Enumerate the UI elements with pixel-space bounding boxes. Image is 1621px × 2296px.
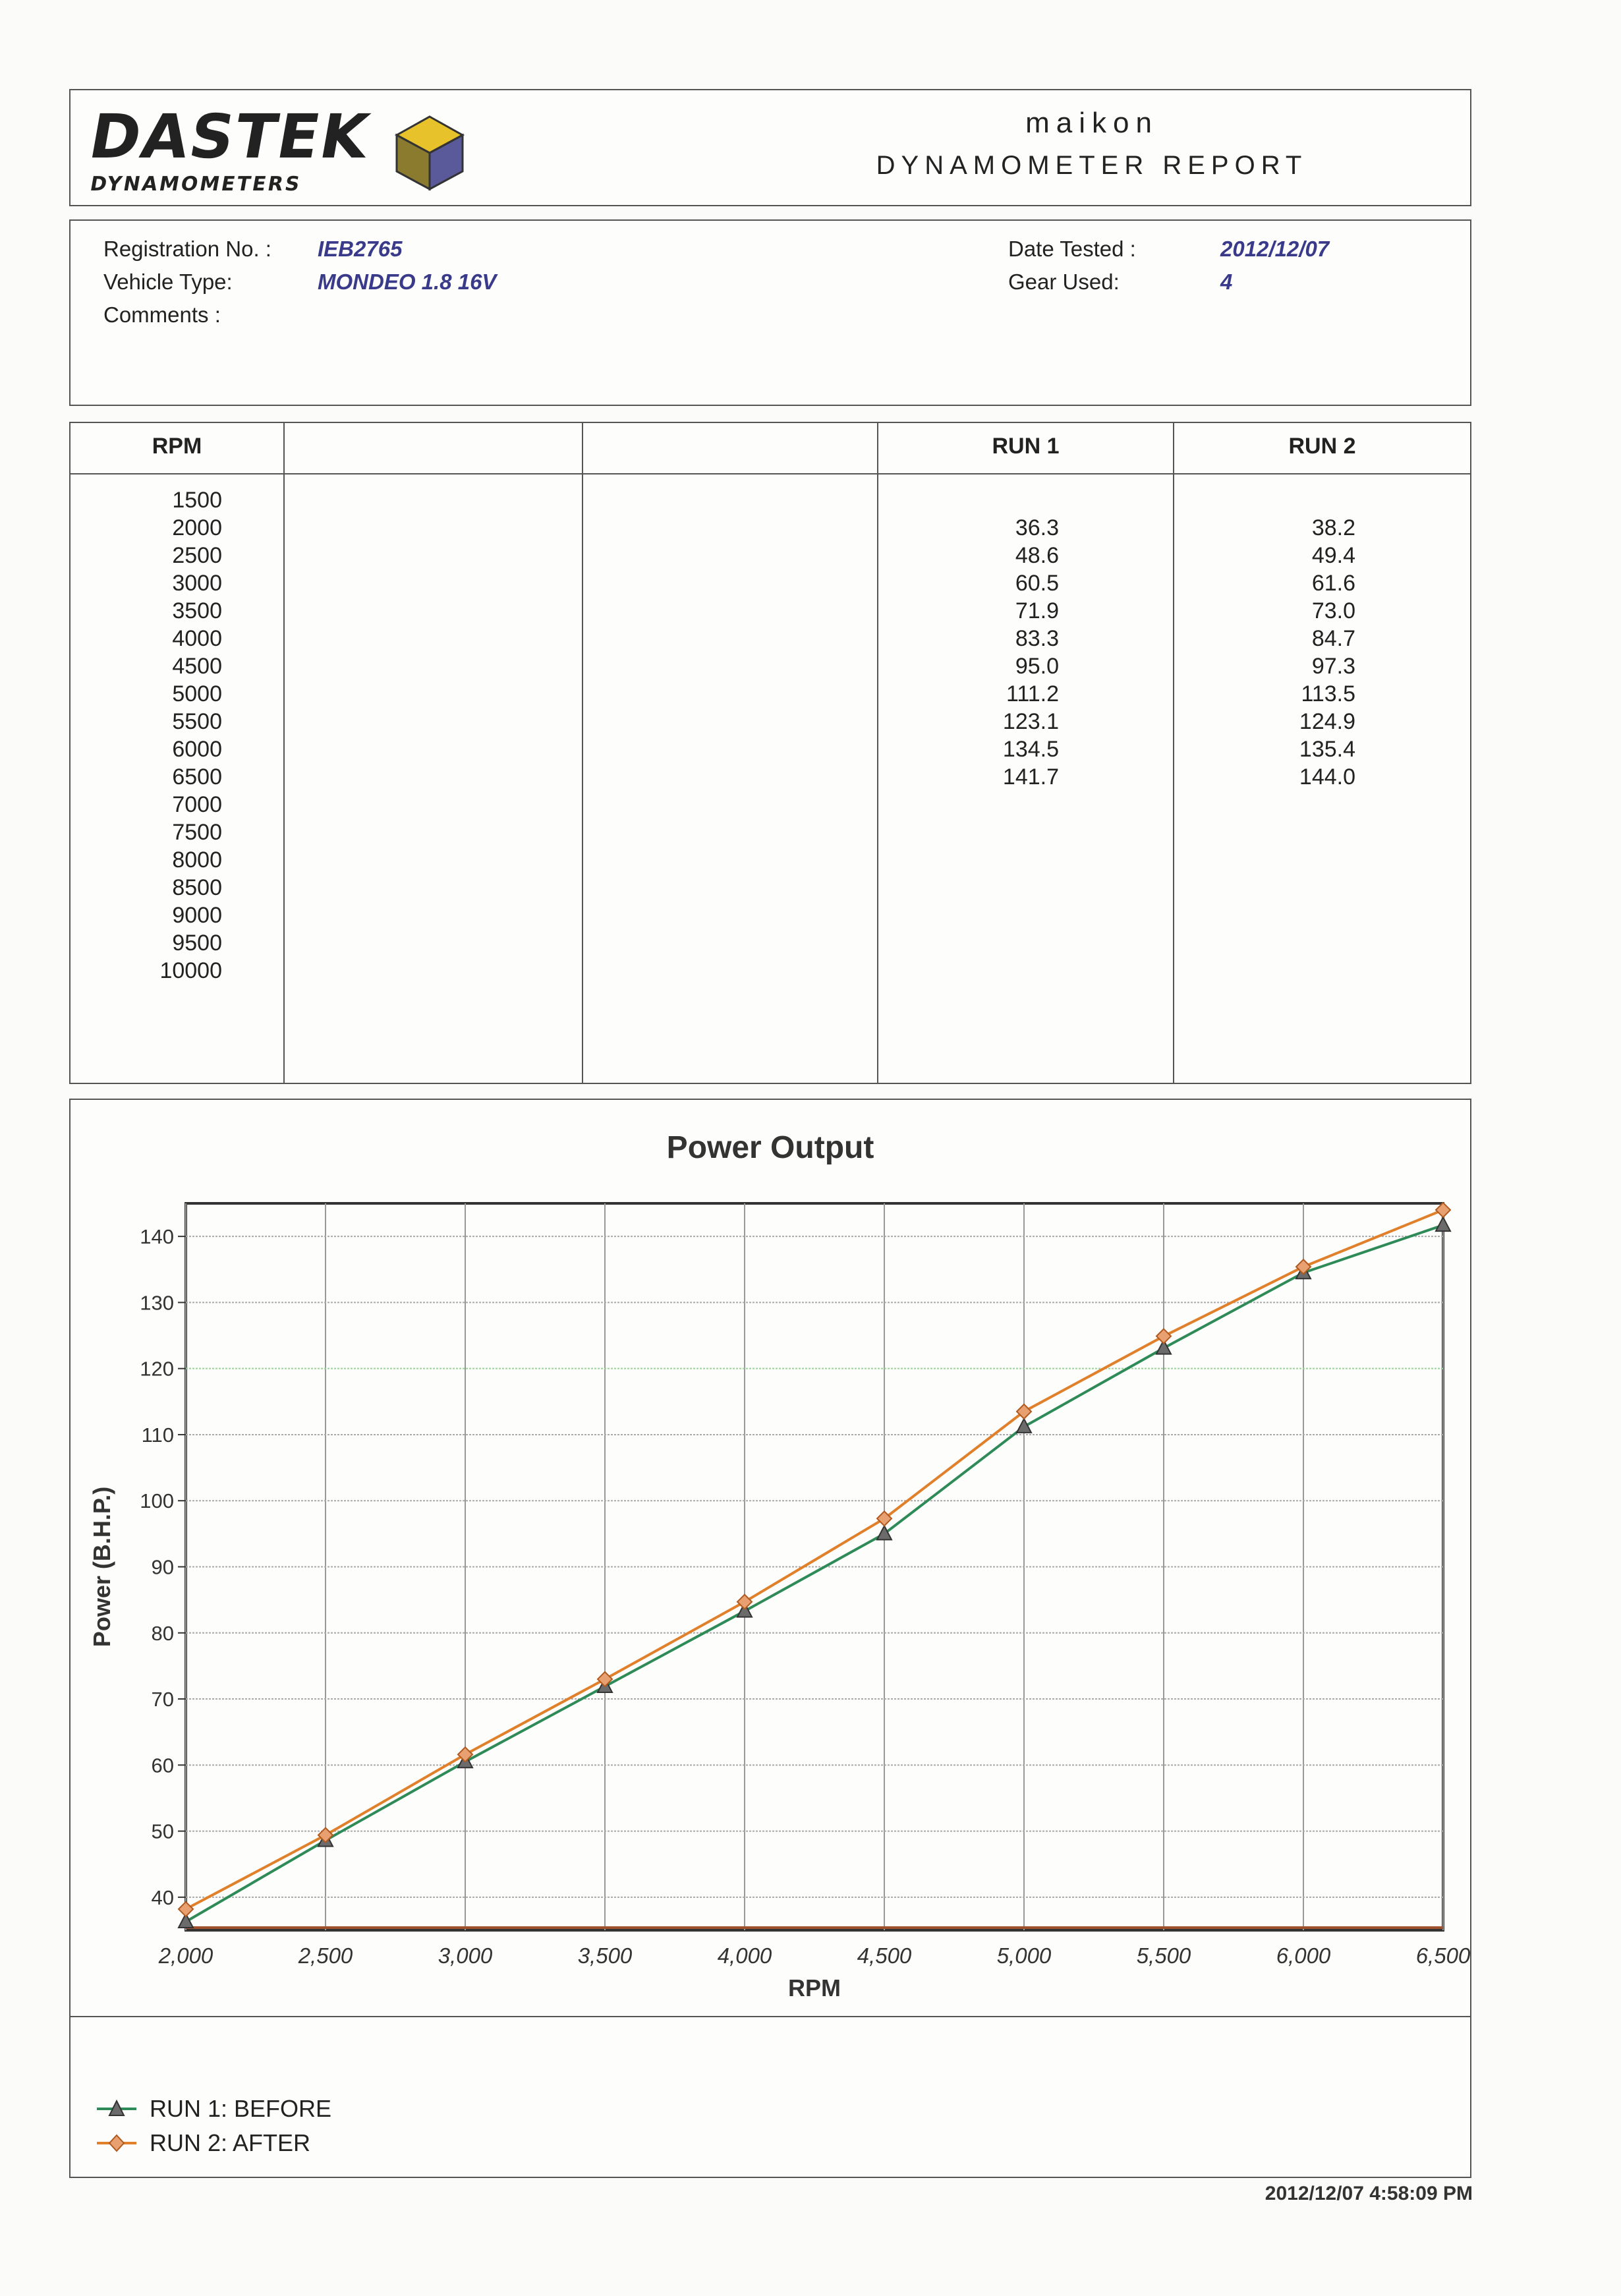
- rpm-cell: 9500: [172, 931, 222, 956]
- run2-cell: [1270, 791, 1355, 818]
- x-tick-label: 6,000: [1276, 1943, 1331, 1968]
- run2-cell: 124.9: [1299, 709, 1355, 734]
- run2-cell: [1270, 902, 1355, 929]
- column-header-run2: RUN 2: [1288, 434, 1356, 459]
- x-tick-label: 5,500: [1136, 1943, 1191, 1968]
- report-header: [69, 89, 1471, 206]
- print-timestamp: 2012/12/07 4:58:09 PM: [1265, 2183, 1473, 2204]
- run1-cell: [973, 486, 1059, 514]
- diamond-marker-icon: [97, 2130, 136, 2156]
- power-chart: [69, 1099, 1471, 2178]
- run2-cell: [1270, 874, 1355, 902]
- column-divider: [582, 423, 583, 1083]
- run1-cell: [973, 957, 1059, 985]
- chart-plot: [71, 1100, 1470, 2042]
- rpm-cell: 7500: [172, 820, 222, 845]
- run1-cell: [973, 902, 1059, 929]
- run2-cell: [1270, 957, 1355, 985]
- date-tested-value: 2012/12/07: [1220, 237, 1330, 261]
- x-tick-label: 3,000: [438, 1943, 493, 1968]
- y-tick-label: 120: [140, 1357, 174, 1381]
- report-title: DYNAMOMETER REPORT: [876, 151, 1308, 180]
- y-tick-label: 130: [140, 1291, 174, 1315]
- run1-cell: [973, 818, 1059, 846]
- column-header-rpm: RPM: [152, 434, 202, 459]
- run1-cell: 83.3: [1015, 626, 1059, 651]
- run2-cell: 135.4: [1299, 737, 1355, 762]
- run2-cell: 61.6: [1311, 571, 1355, 596]
- rpm-cell: 5000: [172, 681, 222, 706]
- comments-label: Comments :: [103, 302, 221, 327]
- run2-cell: [1270, 846, 1355, 874]
- run2-cell: 49.4: [1311, 543, 1355, 568]
- column-divider: [283, 423, 285, 1083]
- run2-cell: 84.7: [1311, 626, 1355, 651]
- date-tested-label: Date Tested :: [1008, 237, 1136, 261]
- run1-column: [973, 486, 1059, 985]
- legend-item-run2: [97, 2126, 331, 2160]
- rpm-cell: 3500: [172, 598, 222, 623]
- logo-subtext: DYNAMOMETERS: [88, 173, 304, 196]
- company-name: maikon: [1025, 107, 1158, 139]
- rpm-cell: 3000: [172, 571, 222, 596]
- run1-cell: 48.6: [1015, 543, 1059, 568]
- rpm-column: [136, 486, 222, 985]
- power-table: [69, 422, 1471, 1084]
- rpm-cell: 8000: [172, 847, 222, 873]
- rpm-cell: 5500: [172, 709, 222, 734]
- column-header-run1: RUN 1: [992, 434, 1060, 459]
- x-tick-label: 3,500: [577, 1943, 633, 1968]
- run1-cell: 60.5: [1015, 571, 1059, 596]
- column-divider: [877, 423, 878, 1083]
- legend-divider: [71, 2016, 1470, 2017]
- registration-value: IEB2765: [318, 237, 403, 261]
- x-tick-label: 2,500: [298, 1943, 353, 1968]
- x-tick-label: 5,000: [996, 1943, 1052, 1968]
- run2-cell: [1270, 486, 1355, 514]
- run2-cell: [1270, 929, 1355, 957]
- rpm-cell: 1500: [172, 488, 222, 513]
- rpm-cell: 2000: [172, 515, 222, 540]
- run1-cell: 111.2: [1006, 681, 1059, 706]
- rpm-cell: 8500: [172, 875, 222, 900]
- rpm-cell: 6000: [172, 737, 222, 762]
- run1-cell: 36.3: [1015, 515, 1059, 540]
- run2-cell: 113.5: [1301, 681, 1355, 706]
- y-tick-label: 140: [140, 1225, 174, 1249]
- run2-column: [1270, 486, 1355, 985]
- run1-cell: 123.1: [1002, 709, 1059, 734]
- rpm-cell: 2500: [172, 543, 222, 568]
- run1-cell: 141.7: [1002, 764, 1059, 789]
- y-tick-label: 80: [151, 1621, 174, 1645]
- vehicle-type-value: MONDEO 1.8 16V: [318, 270, 497, 294]
- y-tick-label: 100: [140, 1489, 174, 1513]
- y-tick-label: 50: [151, 1820, 174, 1843]
- run2-cell: 73.0: [1311, 598, 1355, 623]
- legend-item-run1: [97, 2092, 331, 2126]
- chart-title: Power Output: [666, 1130, 874, 1165]
- dastek-logo: [84, 101, 459, 199]
- column-divider: [1173, 423, 1174, 1083]
- run1-cell: 95.0: [1015, 654, 1059, 679]
- y-tick-label: 90: [151, 1555, 174, 1579]
- y-tick-label: 70: [151, 1688, 174, 1711]
- run1-cell: [973, 846, 1059, 874]
- rpm-cell: 4500: [172, 654, 222, 679]
- rpm-cell: 10000: [159, 958, 222, 983]
- rpm-cell: 4000: [172, 626, 222, 651]
- vehicle-info: [69, 219, 1471, 406]
- y-tick-label: 40: [151, 1885, 174, 1909]
- x-tick-label: 6,500: [1415, 1943, 1470, 1968]
- x-axis-label: RPM: [788, 1974, 841, 2001]
- run1-cell: [973, 874, 1059, 902]
- run1-cell: 71.9: [1015, 598, 1059, 623]
- cube-logo-icon: [390, 113, 469, 192]
- rpm-cell: 7000: [172, 792, 222, 817]
- chart-legend: [97, 2092, 331, 2160]
- y-tick-label: 60: [151, 1754, 174, 1777]
- gear-used-value: 4: [1220, 270, 1233, 294]
- run2-cell: 144.0: [1299, 764, 1355, 789]
- y-tick-label: 110: [141, 1423, 174, 1447]
- y-axis-label: Power (B.H.P.): [88, 1486, 115, 1648]
- run1-cell: 134.5: [1002, 737, 1059, 762]
- rpm-cell: 9000: [172, 903, 222, 928]
- header-divider: [71, 473, 1470, 474]
- triangle-marker-icon: [97, 2096, 136, 2122]
- x-tick-label: 4,000: [717, 1943, 772, 1968]
- logo-text: DASTEK: [84, 101, 376, 172]
- gear-used-label: Gear Used:: [1008, 270, 1120, 294]
- run2-cell: 38.2: [1311, 515, 1355, 540]
- x-tick-label: 4,500: [857, 1943, 912, 1968]
- run1-cell: [973, 929, 1059, 957]
- legend-label-run1: RUN 1: BEFORE: [150, 2095, 332, 2122]
- run2-cell: 97.3: [1311, 654, 1355, 679]
- rpm-cell: 6500: [172, 764, 222, 789]
- run2-cell: [1270, 818, 1355, 846]
- vehicle-type-label: Vehicle Type:: [103, 270, 233, 294]
- x-tick-label: 2,000: [158, 1943, 213, 1968]
- legend-label-run2: RUN 2: AFTER: [150, 2129, 311, 2156]
- run1-cell: [973, 791, 1059, 818]
- registration-label: Registration No. :: [103, 237, 271, 261]
